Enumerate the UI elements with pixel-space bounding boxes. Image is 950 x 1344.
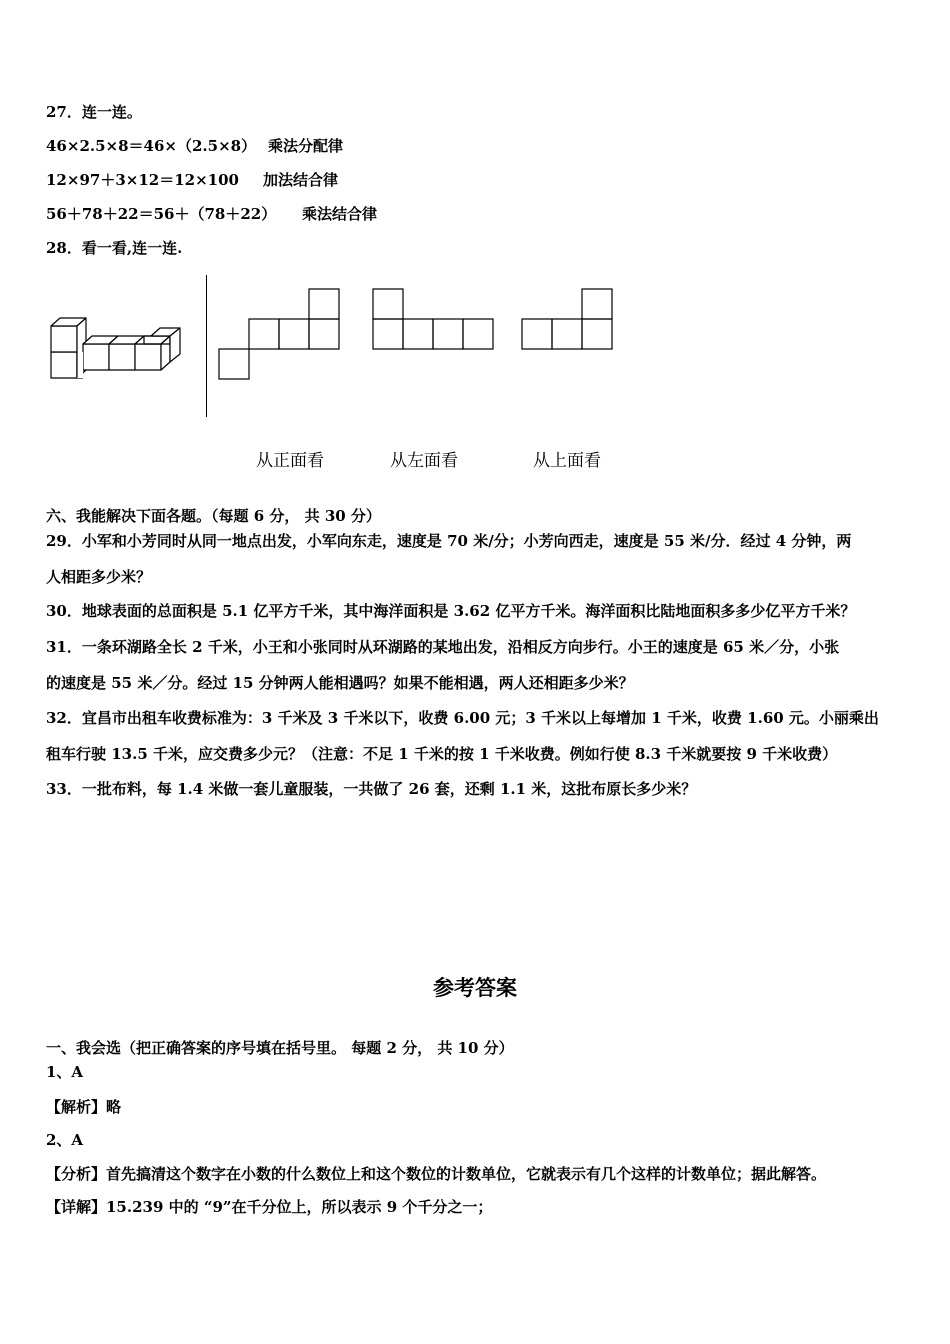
q32-line2: 租车行驶 13.5 千米，应交费多少元？（注意：不足 1 千米的按 1 千米收费。例如行使 8.3 千米就要按 9 千米收费） xyxy=(46,745,838,763)
section6-heading: 六、我能解决下面各题。（每题 6 分， 共 30 分） xyxy=(46,507,381,525)
view-label-front: 从正面看 xyxy=(256,451,324,471)
q27-row2-left: 12×97＋3×12＝12×100 xyxy=(46,171,239,189)
q29-line1: 29．小军和小芳同时从同一地点出发，小军向东走，速度是 70 米/分；小芳向西走，速度是 55 米/分．经过 4 分钟，两 xyxy=(46,532,852,550)
q27-title: 27．连一连。 xyxy=(46,103,142,121)
q27-row1-left: 46×2.5×8＝46×（2.5×8） xyxy=(46,137,257,155)
q32-line1: 32．宜昌市出租车收费标准为：3 千米及 3 千米以下，收费 6.00 元；3 千米以上每增加 1 千米，收费 1.60 元。小丽乘出 xyxy=(46,709,879,727)
q30-line: 30．地球表面的总面积是 5.1 亿平方千米，其中海洋面积是 3.62 亿平方千米。海洋面积比陆地面积多多少亿平方千米？ xyxy=(46,602,856,620)
answer-2: 2、A xyxy=(46,1131,84,1149)
answer-1-note: 【解析】略 xyxy=(46,1098,122,1116)
q29-line2: 人相距多少米？ xyxy=(46,568,152,586)
view-label-top: 从上面看 xyxy=(533,451,601,471)
answers-section1: 一、我会选（把正确答案的序号填在括号里。 每题 2 分， 共 10 分） xyxy=(46,1039,514,1057)
divider-line xyxy=(206,275,207,417)
q31-line1: 31．一条环湖路全长 2 千米，小王和小张同时从环湖路的某地出发，沿相反方向步行。小王的速度是 65 米／分，小张 xyxy=(46,638,840,656)
q31-line2: 的速度是 55 米／分。经过 15 分钟两人能相遇吗？如果不能相遇，两人还相距多少米？ xyxy=(46,674,634,692)
answer-2-detail: 【详解】15.239 中的 “9”在千分位上，所以表示 9 个千分之一； xyxy=(46,1198,493,1216)
q27-row1-right: 乘法分配律 xyxy=(268,137,344,155)
q27-row3-left: 56＋78＋22＝56＋（78＋22） xyxy=(46,205,277,223)
q27-row2-right: 加法结合律 xyxy=(263,171,339,189)
cube-solid-figure xyxy=(46,310,186,385)
view-shape-3 xyxy=(521,287,615,351)
answer-1: 1、A xyxy=(46,1063,84,1081)
q33-line: 33．一批布料，每 1.4 米做一套儿童服装，一共做了 26 套，还剩 1.1 米，这批布原长多少米？ xyxy=(46,780,697,798)
view-label-left: 从左面看 xyxy=(390,451,458,471)
q27-row3-right: 乘法结合律 xyxy=(302,205,378,223)
answer-2-analysis: 【分析】首先搞清这个数字在小数的什么数位上和这个数位的计数单位，它就表示有几个这样的计数单位；据此解答。 xyxy=(46,1165,827,1183)
answers-title: 参考答案 xyxy=(433,976,517,1000)
view-shape-1 xyxy=(218,287,342,381)
q28-title: 28．看一看,连一连. xyxy=(46,239,183,257)
view-shape-2 xyxy=(372,287,496,351)
